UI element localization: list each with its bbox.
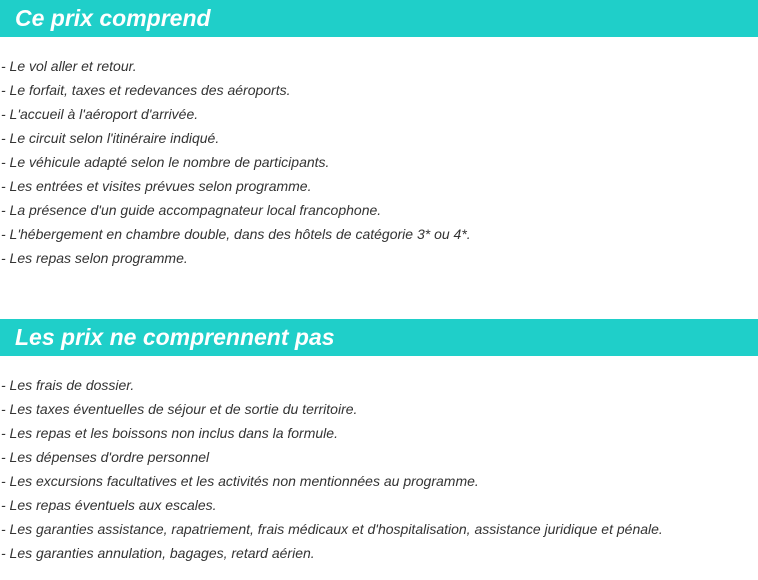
list-item: - L'accueil à l'aéroport d'arrivée.: [1, 106, 199, 122]
list-item: - Le forfait, taxes et redevances des aéroports.: [1, 82, 291, 98]
list-item: - Le vol aller et retour.: [1, 58, 137, 74]
list-item: - Les repas éventuels aux escales.: [1, 497, 217, 513]
list-item: - Le circuit selon l'itinéraire indiqué.: [1, 130, 220, 146]
list-item: - Les repas et les boissons non inclus dans la formule.: [1, 425, 338, 441]
list-item: - Les frais de dossier.: [1, 377, 135, 393]
list-item: - Les repas selon programme.: [1, 250, 188, 266]
list-item: - Les entrées et visites prévues selon programme.: [1, 178, 312, 194]
list-item: - Les excursions facultatives et les activités non mentionnées au programme.: [1, 473, 479, 489]
included-section-title: Ce prix comprend: [0, 0, 758, 37]
excluded-section-title: Les prix ne comprennent pas: [0, 319, 758, 356]
list-item: - Les taxes éventuelles de séjour et de sortie du territoire.: [1, 401, 358, 417]
list-item: - Les garanties annulation, bagages, retard aérien.: [1, 545, 315, 561]
list-item: - Les dépenses d'ordre personnel: [1, 449, 210, 465]
included-list: [0, 54, 758, 270]
list-item: - Le véhicule adapté selon le nombre de participants.: [1, 154, 330, 170]
list-item: - La présence d'un guide accompagnateur local francophone.: [1, 202, 382, 218]
excluded-list: [0, 373, 758, 565]
list-item: - L'hébergement en chambre double, dans des hôtels de catégorie 3* ou 4*.: [1, 226, 471, 242]
list-item: - Les garanties assistance, rapatriement, frais médicaux et d'hospitalisation, assistance juridique et pénale.: [1, 521, 663, 537]
